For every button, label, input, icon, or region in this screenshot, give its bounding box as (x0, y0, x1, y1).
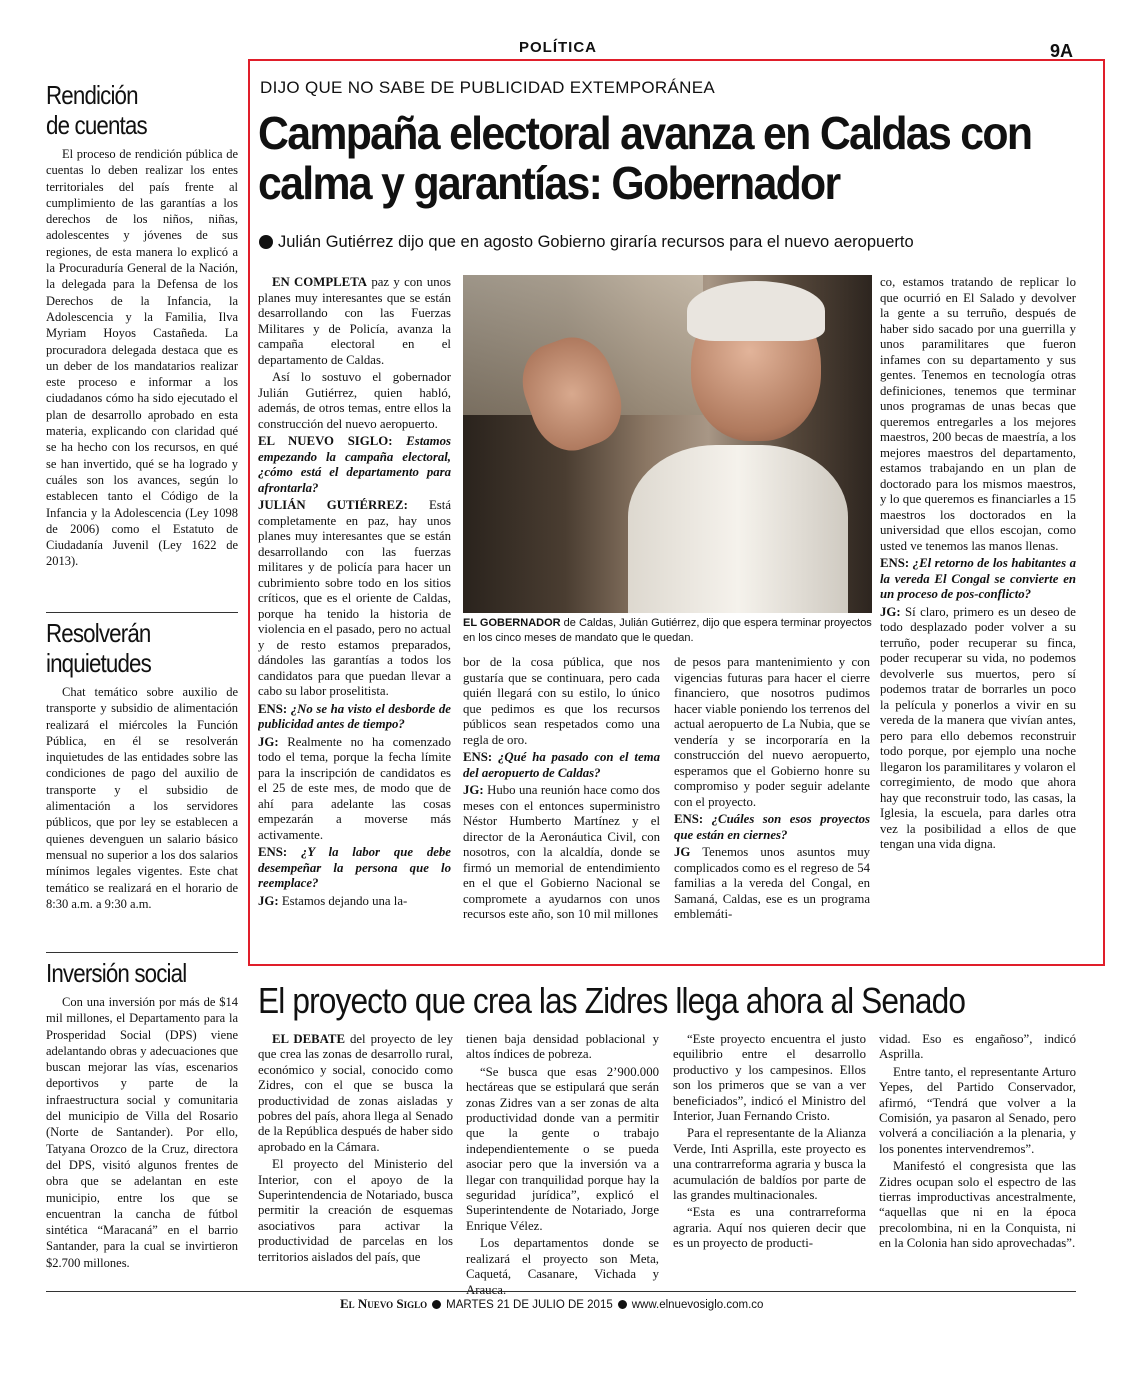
zidres-column-4 (879, 1032, 1076, 1254)
paragraph: de pesos para mantenimiento y con vigencias futuras para hacer el cierre financiero, que nosotros pudimos hacer viable poniendo los terrenos del actual aeropuerto de La Nubia, que se vendería y se incorporaría en la construcción del nuevo aeropuerto, esperamos que el Gobierno honre su compromiso y poder seguir adelante con el proyecto. (674, 655, 870, 809)
respondent-tag: JG: (258, 734, 279, 749)
paragraph: Así lo sostuvo el gobernador Julián Gutiérrez, quien habló, además, de otros temas, entre ellos la construcción del nuevo aeropuerto. (258, 370, 451, 431)
brief-resolveran-title-2: inquietudes (46, 648, 151, 678)
respondent-tag: JG: (880, 604, 901, 619)
interviewer-tag: ENS: (258, 845, 288, 859)
story-column-4 (880, 275, 1076, 965)
paragraph: Manifestó el congresista que las Zidres ocupan solo el espectro de las tierras improductivas ancestralmente, “aquellas que ni en la época precolombina, ni en la Conquista, ni en la Colonia han sido aprovechadas”. (879, 1159, 1076, 1251)
bullet-icon (432, 1300, 441, 1309)
footer-brand: El Nuevo Siglo (340, 1296, 428, 1311)
paragraph: bor de la cosa pública, que nos gustaría que se continuara, pero cada quién llegará con su estilo, lo único que pedimos es que los recursos públicos sean respetados como una regla de oro. (463, 655, 660, 747)
brief-inversion-title: Inversión social (46, 958, 187, 988)
bullet-icon (618, 1300, 627, 1309)
story-subhead (259, 233, 914, 252)
story-kicker: DIJO QUE NO SABE DE PUBLICIDAD EXTEMPORÁNEA (260, 78, 715, 97)
story-subhead-text: Julián Gutiérrez dijo que en agosto Gobierno giraría recursos para el nuevo aeropuerto (278, 233, 914, 251)
paragraph: “Esta es una contrarreforma agraria. Aquí nos quieren decir que es un proyecto de producti- (673, 1205, 866, 1251)
question: ¿Qué ha pasado con el tema del aeropuerto de Caldas? (463, 750, 660, 780)
brief-rendicion (46, 80, 238, 570)
respondent-tag: JULIÁN GUTIÉRREZ: (258, 498, 408, 512)
interviewer-tag: ENS: (463, 750, 493, 764)
brief-rendicion-title-2: de cuentas (46, 110, 147, 140)
answer: Estamos dejando una la- (278, 893, 408, 908)
divider (46, 612, 238, 613)
paragraph: paz y con unos planes muy interesantes que se están desarrollando con las Fuerzas Militares y de Policía, avanza la campaña electoral en el departamento de Caldas. (258, 275, 451, 367)
brief-resolveran-body: Chat temático sobre auxilio de transporte y subsidio de alimentación realizará el miércoles la Función Pública, en él se resolverán inquietudes de las entidades sobre las condiciones de pago del auxilio de transporte y el subsidio de alimentación a los servidores públicos, que por ley se establecen a quienes devenguen un salario básico mensual no superior a los dos salarios mínimos legales vigentes. Este chat temático se realizará en el horario de 8:30 a.m. a 9:30 a.m. (46, 685, 238, 911)
brief-rendicion-title-1: Rendición (46, 80, 138, 110)
interviewer-tag: EL NUEVO SIGLO: (258, 434, 393, 448)
brief-resolveran (46, 618, 238, 912)
page-number: 9A (1050, 41, 1074, 61)
interviewer-tag: ENS: (258, 701, 288, 716)
page-footer (340, 1296, 763, 1312)
paragraph: co, estamos tratando de replicar lo que ocurrió en El Salado y devolver la gente a su terruño, después de haber sido sacado por una guerrilla y unos paramilitares que fueron infames con su departamento y sus gentes. Tenemos en tecnología otras definiciones, tenemos que terminar unos programas de unas becas que queremos entregarles a los mejores maestros, 200 becas de maestría, a los mejores maestros del departamento, estamos trabajando en un plan de doctorado para los mismos maestros, y lo que queremos es financiarles a 15 maestros los doctorados en la universidad que ellos escojan, como usted ve tenemos las manos llenas. (880, 275, 1076, 553)
brief-rendicion-body: El proceso de rendición pública de cuentas lo deben realizar los entes territoriales del país frente al cumplimiento de las garantías a los derechos de los niños, niñas, adolescentes y jóvenes de sus regiones, de esta manera lo explicó a la Procuraduría General de la Nación, la delegada para la Defensa de los Derechos de la Infancia, la Adolescencia y la Familia, Ilva Myriam Hoyos Castañeda. La procuradora delegada destaca que es un deber de los mandatarios realizar este proceso e informar a los ciudadanos cómo ha sido ejecutado el plan de desarrollo aprobado en esta materia, explicando con claridad qué se ha hecho con los recursos, en qué se han invertido, qué se ha logrado y cuáles son los avances, según lo establecen tanto el Código de la Infancia y la Adolescencia (Ley 1098 de 2006) como el Estatuto de Ciudadanía Juvenil (Ley 1622 de 2013). (46, 147, 238, 569)
respondent-tag: JG: (463, 783, 484, 797)
paragraph: “Se busca que esas 2’900.000 hectáreas que se estipulará que serán zonas Zidres van a ser zonas de alta productividad donde van a permitir que la gente o trabajo independientemente o se pueda asociar pero que la inversión va a llegar con tranquilidad porque hay la seguridad jurídica”, explicó el Superintendente de Notariado, Jorge Enrique Vélez. (466, 1064, 659, 1233)
paragraph: vidad. Eso es engañoso”, indicó Asprilla. (879, 1032, 1076, 1062)
question: ¿Y la labor que debe desempeñar la persona que lo reemplace? (258, 845, 451, 890)
section-name: POLÍTICA (519, 39, 597, 56)
paragraph: Entre tanto, el representante Arturo Yepes, del Partido Conservador, afirmó, “Tendrá que volver a la Comisión, ya pasaron al Senado, pero volverá a conciliación a la plenaria, y los ponentes intervendremos”. (879, 1064, 1076, 1156)
brief-inversion-body: Con una inversión por más de $14 mil millones, el Departamento para la Prosperidad Social (DPS) viene adelantando obras y adecuaciones que buscan mejorar las vías, escenarios deportivos y parte de la infraestructura social y comunitaria del municipio de Villa del Rosario (Norte de Santander). Por ello, Tatyana Orozco de la Cruz, directora del DPS, visitó algunos frentes de obra que se adelantan en este municipio, entre los que se encuentran la cancha de fútbol sintética “Maracaná” en el barrio Santander, para la cual se invirtieron $2.700 millones. (46, 995, 238, 1270)
lead-in: EN COMPLETA (272, 275, 368, 289)
divider (46, 952, 238, 953)
story-column-2 (463, 655, 660, 965)
zidres-column-1 (258, 1032, 453, 1267)
footer-url[interactable]: www.elnuevosiglo.com.co (631, 1299, 764, 1311)
question: Estamos empezando la campaña electoral, ¿cómo está el departamento para afrontarla? (258, 434, 451, 495)
paragraph: El proyecto del Ministerio del Interior, con el apoyo de la Superintendencia de Notariado, busca permitir la creación de esquemas asociativos para activar la productividad de parcelas en los territorios aislados del país, que (258, 1157, 453, 1264)
caption-lead: EL GOBERNADOR (463, 617, 561, 629)
zidres-column-2 (466, 1032, 659, 1300)
answer: Está completamente en paz, hay unos planes muy interesantes que se están desarrollando con las fuerzas militares y de policía para hacer un cubrimiento sobre todo en los sitios críticos, que es el oriente de Caldas, porque ha tenido la historia de violencia en el pasado, pero no actual y de resto estamos preparados, dándoles las garantías a todos los candidatos para que puedan llevar a cabo su labor proselitista. (258, 498, 451, 698)
paragraph: tienen baja densidad poblacional y altos índices de pobreza. (466, 1032, 659, 1062)
paragraph: Los departamentos donde se realizará el proyecto son Meta, Caquetá, Casanare, Vichada y Arauca. (466, 1236, 659, 1297)
main-story (248, 59, 1105, 966)
zidres-column-3 (673, 1032, 866, 1254)
answer: Realmente no ha comenzado todo el tema, porque la fecha límite para la inscripción de candidatos es el 25 de este mes, de modo que de ahí para adelante las cosas empezarán a moverse más activamente. (258, 734, 451, 842)
footer-date: MARTES 21 DE JULIO DE 2015 (446, 1299, 613, 1311)
story-headline: Campaña electoral avanza en Caldas con calma y garantías: Gobernador (258, 107, 1032, 209)
interviewer-tag: ENS: (674, 812, 704, 826)
question: ¿El retorno de los habitantes a la vereda El Congal se convierte en un proceso de pos-conflicto? (880, 556, 1076, 601)
bullet-icon (259, 235, 273, 249)
photo-caption (463, 616, 872, 645)
paragraph: “Este proyecto encuentra el justo equilibrio entre el desarrollo productivo y los campesinos. Ellos son los primeros que se van a ver beneficiados”, indicó el Ministro del Interior, Juan Fernando Cristo. (673, 1032, 866, 1124)
answer: Hubo una reunión hace como dos meses con el entonces superministro Néstor Humberto Martínez y el director de la Aeronáutica Civil, con nosotros, con la alcaldía, donde se firmó un memorial de entendimiento en el que el Gobierno Nacional se compromete a ayudarnos con unos recursos este año, son 10 mil millones (463, 783, 660, 921)
question: ¿Cuáles son esos proyectos que están en ciernes? (674, 812, 870, 842)
respondent-tag: JG: (258, 893, 279, 908)
zidres-headline: El proyecto que crea las Zidres llega ahora al Senado (258, 980, 966, 1021)
caption-text: de Caldas, Julián Gutiérrez, dijo que espera terminar proyectos en los cinco meses de mandato que le quedan. (463, 617, 872, 644)
answer: Tenemos unos asuntos muy complicados como es el regreso de 54 familias a la vereda del Congal, en Samaná, Caldas, ese es un programa emblemáti- (674, 845, 870, 921)
paragraph: Para el representante de la Alianza Verde, Inti Asprilla, este proyecto es una contrarreforma agraria y busca la acumulación de baldíos por parte de las grandes multinacionales. (673, 1126, 866, 1203)
paragraph: del proyecto de ley que crea las zonas de desarrollo rural, económico y social, conocido como Zidres, con el que se busca la productividad de zonas aisladas y pobres del país, ahora llega al Senado de la República después de haber sido aprobado en la Cámara. (258, 1032, 453, 1154)
answer: Sí claro, primero es un deseo de todo desplazado poder volver a su terruño, poder recuperar su finca, poder recuperar su vida, no podemos devolverle sus muertos, pero sí podemos tratar de borrarles un poco la película y ponerlos a vivir en su vereda de la manera que vivían antes, pero para ello debemos reconstruir todo porque, por ejemplo una noche llegaron los paramilitares y volaron el corregimiento, de modo que ahora hay que reconstruir todo, las casas, la Iglesia, la escuela, para darles otra vez la posibilidad a ellos de que tengan una vida digna. (880, 604, 1076, 851)
interviewer-tag: ENS: (880, 556, 910, 570)
story-column-3 (674, 655, 870, 965)
footer-divider (46, 1291, 1076, 1292)
governor-photo (463, 275, 872, 613)
lead-in: EL DEBATE (272, 1032, 346, 1046)
respondent-tag: JG (674, 845, 691, 859)
question: ¿No se ha visto el desborde de publicidad antes de tiempo? (258, 701, 451, 731)
brief-resolveran-title-1: Resolverán (46, 618, 151, 648)
brief-inversion (46, 958, 238, 1271)
story-column-1 (258, 275, 451, 965)
